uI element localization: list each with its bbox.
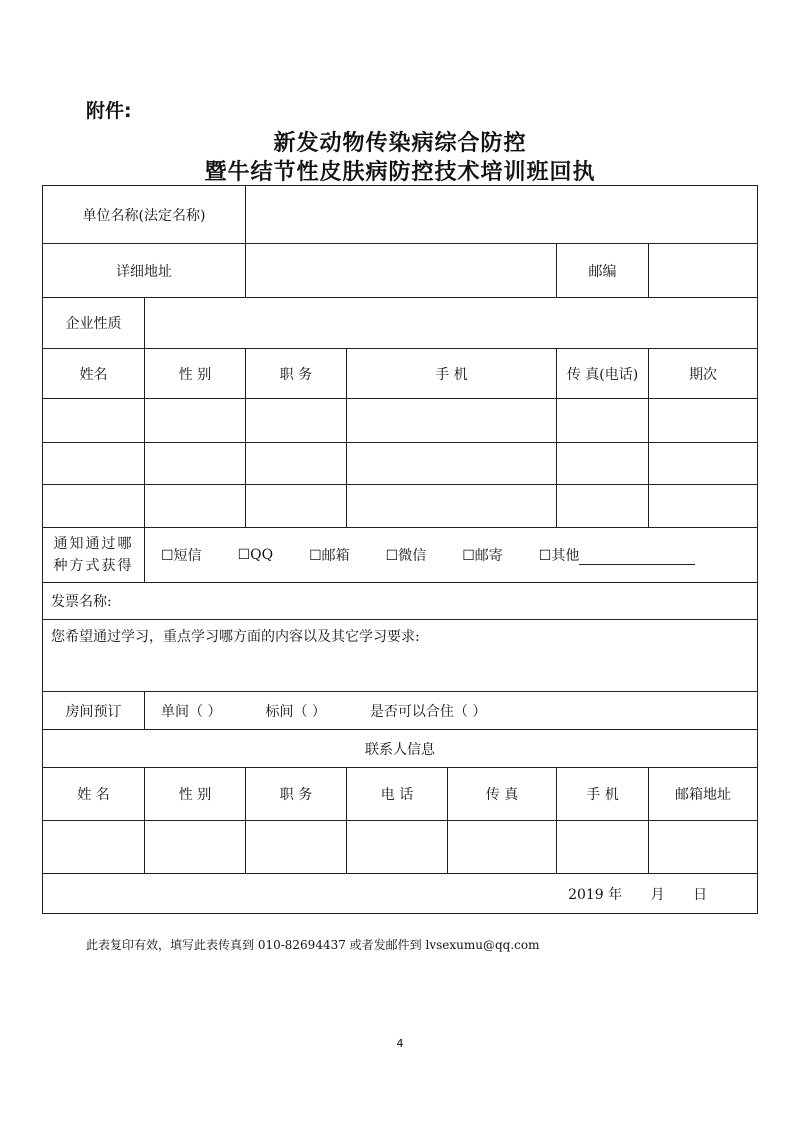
attendee-cell[interactable]: [347, 399, 557, 443]
room-booking-options: [145, 692, 758, 730]
date-row: [43, 874, 758, 914]
attendee-cell[interactable]: [43, 443, 145, 485]
header-mobile: 手 机: [347, 349, 557, 399]
page-number: 4: [396, 1037, 404, 1050]
other-blank-line[interactable]: [579, 550, 695, 565]
date-year[interactable]: 2019 年: [568, 886, 623, 903]
header-fax: 传 真(电话): [557, 349, 649, 399]
attendee-cell[interactable]: [246, 399, 347, 443]
contact-header-row: [43, 768, 758, 821]
contact-header-fax: 传 真: [448, 768, 557, 821]
header-name: 姓名: [43, 349, 145, 399]
contact-cell[interactable]: [557, 821, 649, 874]
unit-name-label: 单位名称(法定名称): [43, 186, 246, 244]
header-session: 期次: [649, 349, 758, 399]
attendee-cell[interactable]: [145, 485, 246, 528]
attendee-cell[interactable]: [557, 399, 649, 443]
form-title-line1: 新发动物传染病综合防控: [273, 130, 527, 156]
option-wechat-checkbox[interactable]: ☐微信: [385, 548, 427, 564]
room-booking-label: 房间预订: [43, 692, 145, 730]
attendee-cell[interactable]: [246, 485, 347, 528]
option-email-checkbox[interactable]: ☐邮箱: [309, 548, 350, 564]
date-month[interactable]: 月: [650, 886, 665, 903]
standard-room-field[interactable]: 标间（ ）: [265, 703, 326, 720]
date-day[interactable]: 日: [693, 886, 708, 903]
contact-row: [43, 821, 758, 874]
notify-options: [145, 528, 758, 583]
postcode-field[interactable]: [649, 244, 758, 298]
attendee-cell[interactable]: [649, 399, 758, 443]
option-qq-checkbox[interactable]: ☐QQ: [237, 547, 274, 563]
invoice-name-field[interactable]: 发票名称:: [43, 583, 758, 620]
attendee-cell[interactable]: [145, 443, 246, 485]
contact-cell[interactable]: [347, 821, 448, 874]
unit-name-field[interactable]: [246, 186, 758, 244]
study-requirements-field[interactable]: 您希望通过学习，重点学习哪方面的内容以及其它学习要求:: [43, 620, 758, 692]
attendee-cell[interactable]: [649, 443, 758, 485]
attendee-row: [43, 443, 758, 485]
contact-cell[interactable]: [448, 821, 557, 874]
contact-cell[interactable]: [246, 821, 347, 874]
contact-cell[interactable]: [649, 821, 758, 874]
company-type-field[interactable]: [145, 298, 758, 349]
registration-form: [42, 185, 758, 914]
attendee-cell[interactable]: [43, 485, 145, 528]
attendee-cell[interactable]: [649, 485, 758, 528]
header-gender: 性 别: [145, 349, 246, 399]
header-position: 职 务: [246, 349, 347, 399]
attachment-label: 附件:: [86, 100, 132, 122]
contact-header-mobile: 手 机: [557, 768, 649, 821]
option-sms-checkbox[interactable]: ☐短信: [161, 548, 202, 564]
notify-label: 通知通过哪种方式获得: [43, 528, 145, 583]
address-field[interactable]: [246, 244, 557, 298]
option-mail-checkbox[interactable]: ☐邮寄: [462, 548, 503, 564]
contact-header-email: 邮箱地址: [649, 768, 758, 821]
attendee-row: [43, 485, 758, 528]
footer-note: 此表复印有效，填写此表传真到 010-82694437 或者发邮件到 lvsexumu@qq.com: [86, 938, 540, 952]
share-room-field[interactable]: 是否可以合住（ ）: [369, 703, 487, 720]
attendee-cell[interactable]: [145, 399, 246, 443]
attendee-cell[interactable]: [347, 443, 557, 485]
contact-header-name: 姓 名: [43, 768, 145, 821]
company-type-label: 企业性质: [43, 298, 145, 349]
contact-header-position: 职 务: [246, 768, 347, 821]
address-label: 详细地址: [43, 244, 246, 298]
attendee-header-row: [43, 349, 758, 399]
attendee-cell[interactable]: [246, 443, 347, 485]
option-other-checkbox[interactable]: ☐其他: [539, 545, 696, 565]
contact-cell[interactable]: [145, 821, 246, 874]
contact-header-phone: 电 话: [347, 768, 448, 821]
postcode-label: 邮编: [557, 244, 649, 298]
contact-section-title: 联系人信息: [43, 730, 758, 768]
contact-cell[interactable]: [43, 821, 145, 874]
attendee-cell[interactable]: [557, 485, 649, 528]
attendee-cell[interactable]: [557, 443, 649, 485]
single-room-field[interactable]: 单间（ ）: [161, 703, 222, 720]
contact-header-gender: 性 别: [145, 768, 246, 821]
attendee-cell[interactable]: [347, 485, 557, 528]
attendee-cell[interactable]: [43, 399, 145, 443]
attendee-row: [43, 399, 758, 443]
form-title-line2: 暨牛结节性皮肤病防控技术培训班回执: [204, 159, 596, 185]
